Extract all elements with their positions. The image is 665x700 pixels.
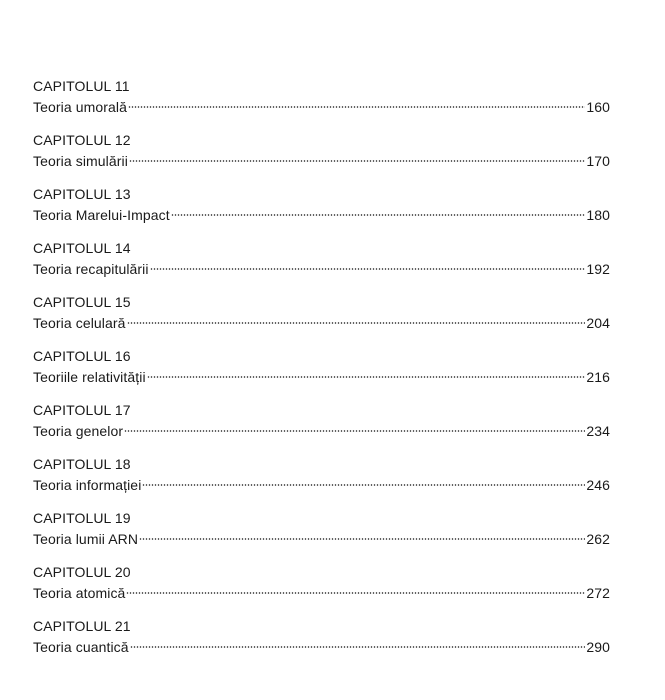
dot-leader: [139, 538, 585, 540]
chapter-title: Teoria genelor: [33, 423, 124, 439]
chapter-label: CAPITOLUL 14: [33, 240, 131, 256]
chapter-title: Teoria umorală: [33, 99, 127, 115]
dot-leader: [129, 160, 585, 162]
page-number: 290: [586, 639, 610, 655]
chapter-label: CAPITOLUL 12: [33, 132, 131, 148]
chapter-label: CAPITOLUL 20: [33, 564, 131, 580]
dot-leader: [128, 106, 585, 108]
page-number: 262: [586, 531, 610, 547]
chapter-label: CAPITOLUL 15: [33, 294, 131, 310]
chapter-title: Teoria recapitulării: [33, 261, 149, 277]
chapter-title: Teoria informației: [33, 477, 142, 493]
chapter-title: Teoria celulară: [33, 315, 126, 331]
toc-entry: [33, 238, 610, 292]
toc-row: [33, 205, 610, 225]
toc-entry: [33, 130, 610, 184]
dot-leader: [126, 592, 585, 594]
dot-leader: [142, 484, 585, 486]
toc-entry: [33, 454, 610, 508]
toc-row: [33, 637, 610, 657]
toc-entry: [33, 184, 610, 238]
chapter-title: Teoria cuantică: [33, 639, 129, 655]
toc-row: [33, 583, 610, 603]
chapter-title: Teoria atomică: [33, 585, 126, 601]
dot-leader: [171, 214, 586, 216]
page-number: 180: [586, 207, 610, 223]
chapter-label: CAPITOLUL 18: [33, 456, 131, 472]
chapter-label: CAPITOLUL 13: [33, 186, 131, 202]
page-number: 272: [586, 585, 610, 601]
chapter-label: CAPITOLUL 21: [33, 618, 131, 634]
chapter-label: CAPITOLUL 19: [33, 510, 131, 526]
toc-entry: [33, 346, 610, 400]
chapter-title: Teoria Marelui-Impact: [33, 207, 170, 223]
chapter-label: CAPITOLUL 11: [33, 78, 130, 94]
toc-entry: [33, 562, 610, 616]
toc-row: [33, 367, 610, 387]
chapter-label: CAPITOLUL 17: [33, 402, 131, 418]
page-number: 234: [586, 423, 610, 439]
toc-row: [33, 313, 610, 333]
page-number: 160: [586, 99, 610, 115]
chapter-title: Teoriile relativității: [33, 369, 146, 385]
chapter-title: Teoria lumii ARN: [33, 531, 139, 547]
dot-leader: [147, 376, 586, 378]
dot-leader: [150, 268, 586, 270]
chapter-label: CAPITOLUL 16: [33, 348, 131, 364]
toc-entry: [33, 616, 610, 670]
toc-row: [33, 421, 610, 441]
dot-leader: [124, 430, 585, 432]
dot-leader: [130, 646, 586, 648]
page-number: 246: [586, 477, 610, 493]
dot-leader: [127, 322, 586, 324]
toc-entry: [33, 400, 610, 454]
toc-entry: [33, 76, 610, 130]
table-of-contents: [33, 76, 610, 670]
toc-row: [33, 97, 610, 117]
toc-row: [33, 529, 610, 549]
page-number: 216: [586, 369, 610, 385]
toc-row: [33, 259, 610, 279]
page-number: 204: [586, 315, 610, 331]
page-number: 170: [586, 153, 610, 169]
toc-row: [33, 475, 610, 495]
toc-entry: [33, 508, 610, 562]
toc-entry: [33, 292, 610, 346]
page-number: 192: [586, 261, 610, 277]
chapter-title: Teoria simulării: [33, 153, 128, 169]
toc-row: [33, 151, 610, 171]
